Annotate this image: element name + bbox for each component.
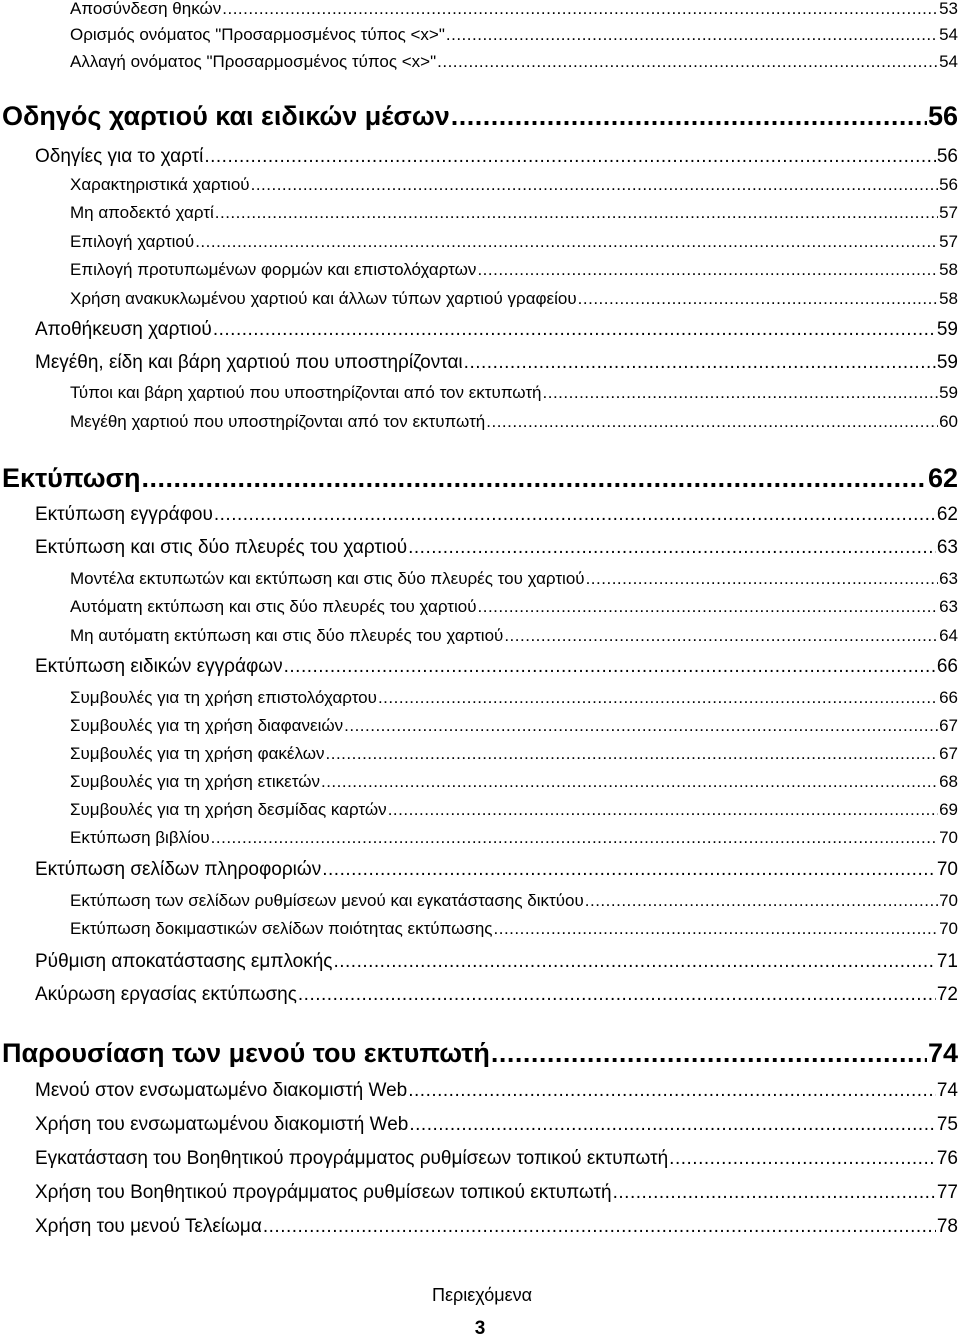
toc-section-entry[interactable] <box>35 1115 958 1134</box>
toc-entry-title: Συμβουλές για τη χρήση δεσμίδας καρτών <box>70 801 387 818</box>
toc-entry-page-number: 59 <box>936 320 958 339</box>
toc-entry-page-number: 68 <box>939 773 958 790</box>
toc-entry-page-number: 74 <box>927 1040 958 1067</box>
toc-section-entry[interactable] <box>35 147 958 166</box>
toc-section-entry[interactable] <box>35 1217 958 1236</box>
toc-entry-title: Συμβουλές για τη χρήση διαφανειών <box>70 717 344 734</box>
toc-subsection-entry[interactable] <box>70 689 958 706</box>
toc-subsection-entry[interactable] <box>70 261 958 278</box>
toc-entry-title: Επιλογή προτυπωμένων φορμών και επιστολόχαρτων <box>70 261 477 278</box>
toc-entry-page-number: 57 <box>939 204 958 221</box>
toc-entry-title: Οδηγός χαρτιού και ειδικών μέσων <box>2 103 450 130</box>
toc-entry-page-number: 56 <box>936 147 958 166</box>
toc-dot-leader <box>333 952 935 971</box>
footer-section-label: Περιεχόμενα <box>431 1285 533 1305</box>
toc-entry-title: Ακύρωση εργασίας εκτύπωσης <box>35 985 297 1004</box>
toc-dot-leader <box>284 657 936 676</box>
toc-entry-title: Αυτόματη εκτύπωση και στις δύο πλευρές του χαρτιού <box>70 598 477 615</box>
toc-dot-leader <box>408 1081 936 1100</box>
toc-subsection-entry[interactable] <box>70 627 958 644</box>
toc-section-entry[interactable] <box>35 860 958 879</box>
toc-entry-title: Οδηγίες για το χαρτί <box>35 147 204 166</box>
toc-subsection-entry[interactable] <box>70 384 958 401</box>
toc-subsection-entry[interactable] <box>70 717 958 734</box>
toc-entry-title: Αποσύνδεση θηκών <box>70 0 222 17</box>
toc-entry-title: Αποθήκευση χαρτιού <box>35 320 212 339</box>
toc-dot-leader <box>204 147 936 166</box>
toc-entry-title: Χρήση του Βοηθητικού προγράμματος ρυθμίσεων τοπικού εκτυπωτή <box>35 1183 612 1202</box>
toc-entry-page-number: 76 <box>936 1149 958 1168</box>
toc-subsection-entry[interactable] <box>70 598 958 615</box>
toc-entry-title: Παρουσίαση των μενού του εκτυπωτή <box>2 1040 490 1067</box>
toc-entry-title: Εκτύπωση δοκιμαστικών σελίδων ποιότητας εκτύπωσης <box>70 920 493 937</box>
toc-dot-leader <box>298 985 936 1004</box>
toc-entry-page-number: 54 <box>939 53 958 70</box>
toc-entry-page-number: 56 <box>939 176 958 193</box>
toc-dot-leader <box>477 261 938 278</box>
toc-entry-title: Αλλαγή ονόματος "Προσαρμοσμένος τύπος <x>" <box>70 53 437 70</box>
toc-entry-page-number: 66 <box>939 689 958 706</box>
toc-entry-page-number: 74 <box>936 1081 958 1100</box>
toc-entry-page-number: 58 <box>939 261 958 278</box>
toc-dot-leader <box>195 233 938 250</box>
toc-entry-page-number: 63 <box>936 538 958 557</box>
toc-entry-page-number: 63 <box>939 598 958 615</box>
toc-subsection-entry[interactable] <box>70 570 958 587</box>
toc-dot-leader <box>142 465 927 492</box>
toc-subsection-entry[interactable] <box>70 53 958 70</box>
toc-subsection-entry[interactable] <box>70 26 958 43</box>
toc-subsection-entry[interactable] <box>70 176 958 193</box>
toc-section-entry[interactable] <box>35 538 958 557</box>
toc-section-entry[interactable] <box>35 353 958 372</box>
toc-dot-leader <box>211 829 938 846</box>
toc-subsection-entry[interactable] <box>70 892 958 909</box>
toc-entry-title: Μοντέλα εκτυπωτών και εκτύπωση και στις δύο πλευρές του χαρτιού <box>70 570 585 587</box>
toc-entry-page-number: 67 <box>939 717 958 734</box>
toc-dot-leader <box>613 1183 936 1202</box>
toc-entry-title: Ρύθμιση αποκατάστασης εμπλοκής <box>35 952 333 971</box>
toc-entry-title: Συμβουλές για τη χρήση ετικετών <box>70 773 320 790</box>
toc-dot-leader <box>578 290 938 307</box>
toc-entry-page-number: 67 <box>939 745 958 762</box>
toc-section-entry[interactable] <box>35 1149 958 1168</box>
toc-subsection-entry[interactable] <box>70 773 958 790</box>
toc-entry-page-number: 71 <box>936 952 958 971</box>
toc-entry-title: Εκτύπωση σελίδων πληροφοριών <box>35 860 322 879</box>
toc-subsection-entry[interactable] <box>70 413 958 430</box>
toc-entry-title: Ορισμός ονόματος "Προσαρμοσμένος τύπος <x>" <box>70 26 445 43</box>
toc-dot-leader <box>451 103 927 130</box>
toc-dot-leader <box>491 1040 927 1067</box>
toc-dot-leader <box>222 0 938 17</box>
toc-subsection-entry[interactable] <box>70 829 958 846</box>
toc-entry-title: Εγκατάσταση του Βοηθητικού προγράμματος ρυθμίσεων τοπικού εκτυπωτή <box>35 1149 669 1168</box>
toc-section-entry[interactable] <box>35 505 958 524</box>
toc-chapter-entry[interactable] <box>2 103 958 130</box>
toc-section-entry[interactable] <box>35 952 958 971</box>
toc-entry-title: Χρήση ανακυκλωμένου χαρτιού και άλλων τύπων χαρτιού γραφείου <box>70 290 577 307</box>
toc-dot-leader <box>409 1115 935 1134</box>
toc-entry-title: Συμβουλές για τη χρήση φακέλων <box>70 745 325 762</box>
toc-entry-title: Μεγέθη χαρτιού που υποστηρίζονται από τον εκτυπωτή <box>70 413 486 430</box>
toc-dot-leader <box>464 353 936 372</box>
toc-dot-leader <box>213 320 936 339</box>
toc-entry-page-number: 72 <box>936 985 958 1004</box>
toc-section-entry[interactable] <box>35 985 958 1004</box>
toc-dot-leader <box>251 176 938 193</box>
toc-dot-leader <box>326 745 939 762</box>
toc-entry-page-number: 60 <box>939 413 958 430</box>
toc-entry-page-number: 59 <box>939 384 958 401</box>
toc-dot-leader <box>263 1217 936 1236</box>
toc-entry-title: Εκτύπωση ειδικών εγγράφων <box>35 657 283 676</box>
toc-dot-leader <box>586 570 939 587</box>
toc-subsection-entry[interactable] <box>70 0 958 17</box>
toc-entry-page-number: 62 <box>927 465 958 492</box>
toc-dot-leader <box>437 53 938 70</box>
toc-entry-page-number: 63 <box>939 570 958 587</box>
footer-page-number: 3 <box>474 1318 486 1339</box>
toc-section-entry[interactable] <box>35 1081 958 1100</box>
toc-entry-title: Εκτύπωση βιβλίου <box>70 829 210 846</box>
toc-subsection-entry[interactable] <box>70 801 958 818</box>
toc-entry-title: Εκτύπωση των σελίδων ρυθμίσεων μενού και εγκατάστασης δικτύου <box>70 892 584 909</box>
toc-entry-title: Μη αυτόματη εκτύπωση και στις δύο πλευρές του χαρτιού <box>70 627 504 644</box>
toc-dot-leader <box>504 627 938 644</box>
toc-entry-page-number: 70 <box>936 860 958 879</box>
toc-dot-leader <box>669 1149 936 1168</box>
toc-subsection-entry[interactable] <box>70 290 958 307</box>
toc-entry-page-number: 66 <box>936 657 958 676</box>
toc-entry-page-number: 70 <box>939 829 958 846</box>
toc-entry-page-number: 54 <box>939 26 958 43</box>
toc-entry-page-number: 59 <box>936 353 958 372</box>
toc-entry-title: Εκτύπωση και στις δύο πλευρές του χαρτιού <box>35 538 408 557</box>
toc-entry-title: Επιλογή χαρτιού <box>70 233 195 250</box>
toc-dot-leader <box>494 920 939 937</box>
toc-subsection-entry[interactable] <box>70 920 958 937</box>
toc-dot-leader <box>344 717 938 734</box>
toc-entry-title: Συμβουλές για τη χρήση επιστολόχαρτου <box>70 689 377 706</box>
toc-dot-leader <box>214 505 936 524</box>
toc-entry-title: Χρήση του μενού Τελείωμα <box>35 1217 262 1236</box>
toc-subsection-entry[interactable] <box>70 745 958 762</box>
toc-section-entry[interactable] <box>35 320 958 339</box>
toc-dot-leader <box>321 773 938 790</box>
toc-entry-page-number: 77 <box>936 1183 958 1202</box>
toc-entry-page-number: 69 <box>939 801 958 818</box>
toc-entry-title: Μη αποδεκτό χαρτί <box>70 204 214 221</box>
toc-dot-leader <box>446 26 938 43</box>
toc-subsection-entry[interactable] <box>70 233 958 250</box>
toc-dot-leader <box>378 689 938 706</box>
toc-entry-page-number: 64 <box>939 627 958 644</box>
toc-entry-page-number: 57 <box>939 233 958 250</box>
toc-entry-page-number: 53 <box>939 0 958 17</box>
toc-dot-leader <box>408 538 936 557</box>
toc-entry-title: Μενού στον ενσωματωμένο διακομιστή Web <box>35 1081 408 1100</box>
toc-entry-title: Χρήση του ενσωματωμένου διακομιστή Web <box>35 1115 409 1134</box>
toc-entry-page-number: 70 <box>939 892 958 909</box>
toc-entry-title: Εκτύπωση εγγράφου <box>35 505 213 524</box>
toc-entry-page-number: 70 <box>939 920 958 937</box>
toc-entry-page-number: 58 <box>939 290 958 307</box>
toc-dot-leader <box>543 384 939 401</box>
toc-entry-page-number: 62 <box>936 505 958 524</box>
toc-dot-leader <box>585 892 938 909</box>
toc-section-entry[interactable] <box>35 657 958 676</box>
toc-section-entry[interactable] <box>35 1183 958 1202</box>
toc-entry-title: Τύποι και βάρη χαρτιού που υποστηρίζονται από τον εκτυπωτή <box>70 384 542 401</box>
toc-chapter-entry[interactable] <box>2 1040 958 1067</box>
toc-entry-title: Εκτύπωση <box>2 465 141 492</box>
toc-dot-leader <box>486 413 938 430</box>
toc-entry-title: Μεγέθη, είδη και βάρη χαρτιού που υποστηρίζονται <box>35 353 463 372</box>
toc-dot-leader <box>478 598 939 615</box>
toc-entry-title: Χαρακτηριστικά χαρτιού <box>70 176 250 193</box>
toc-entry-page-number: 78 <box>936 1217 958 1236</box>
toc-subsection-entry[interactable] <box>70 204 958 221</box>
toc-dot-leader <box>215 204 938 221</box>
toc-dot-leader <box>322 860 936 879</box>
toc-entry-page-number: 75 <box>936 1115 958 1134</box>
toc-dot-leader <box>388 801 938 818</box>
toc-chapter-entry[interactable] <box>2 465 958 492</box>
toc-entry-page-number: 56 <box>927 103 958 130</box>
